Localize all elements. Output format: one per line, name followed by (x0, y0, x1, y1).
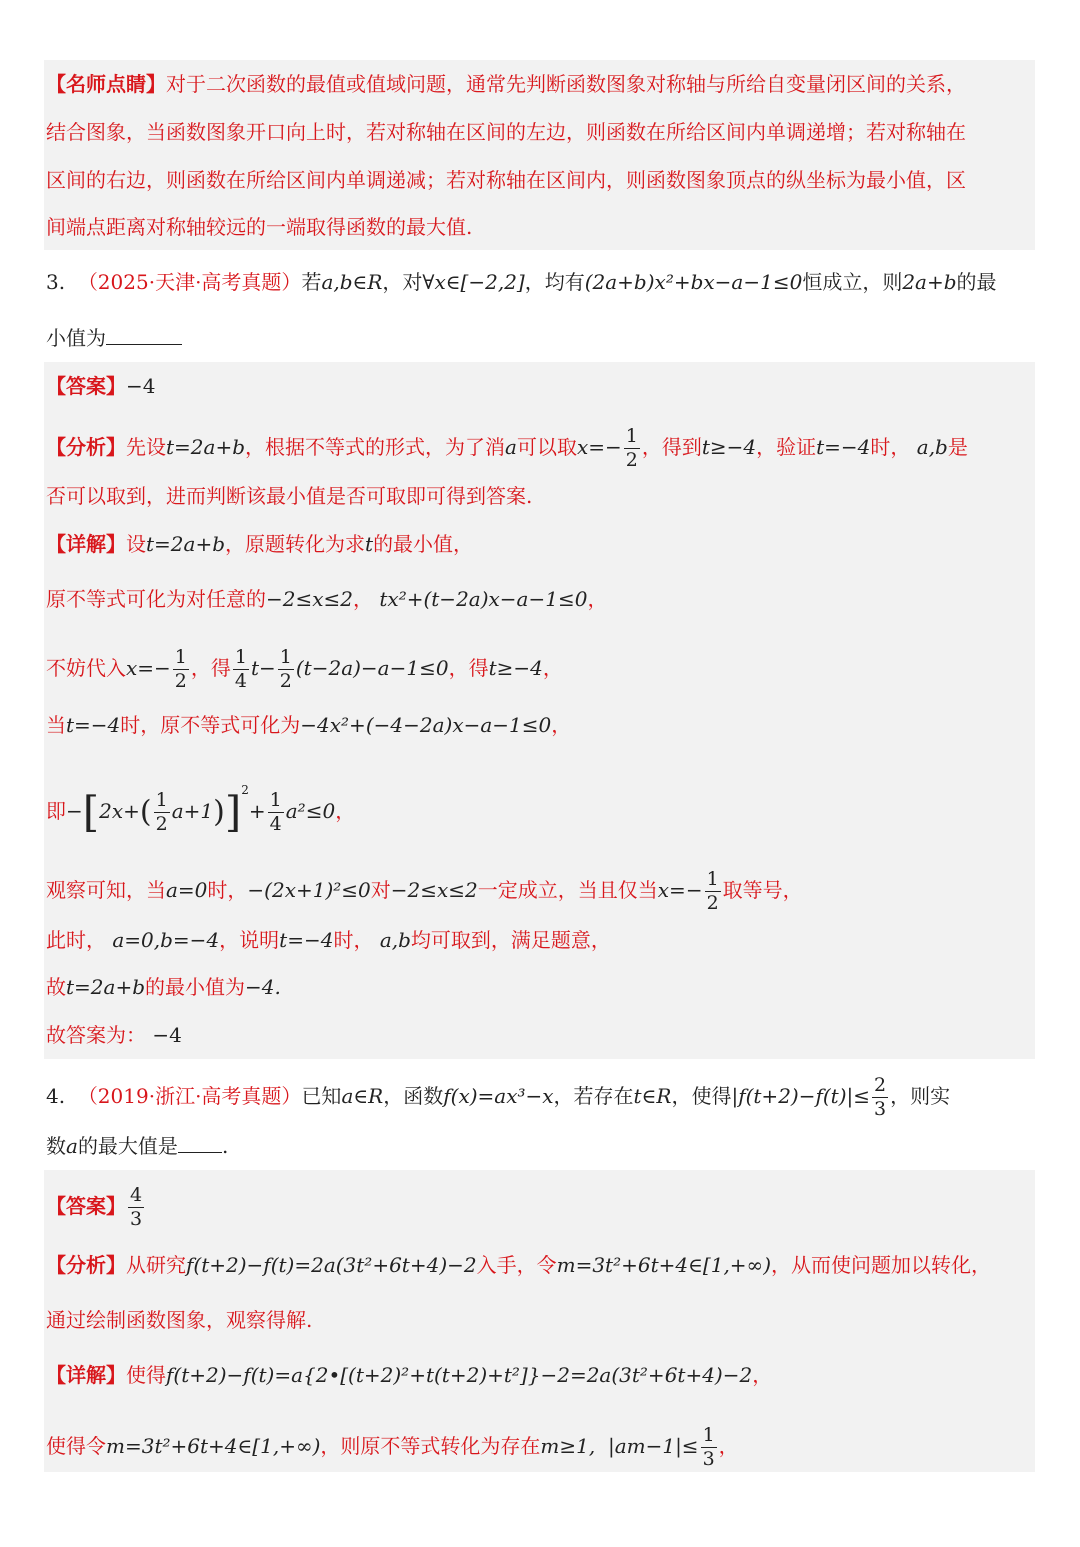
q3-detail-line-8: 故t=2a+b的最小值为−4. (46, 975, 281, 999)
fraction: $\frac{1}{4}$ (269, 789, 282, 835)
q3-stem-line-2: 小值为 (46, 324, 1040, 352)
tip-line-4: 间端点距离对称轴较远的一端取得函数的最大值. (46, 215, 473, 239)
tip-line-3: 区间的右边，则函数在所给区间内单调递减；若对称轴在区间内，则函数图象顶点的纵坐标为最小值，区 (46, 168, 966, 192)
q3-answer: 【答案】−4 (46, 374, 156, 398)
fraction: $\frac{2}{3}$ (874, 1074, 887, 1120)
fraction: $\frac{1}{2}$ (706, 868, 719, 914)
answer-blank (178, 1134, 222, 1153)
q3-analysis-line-1: 【分析】先设t=2a+b，根据不等式的形式，为了消a可以取x=− $\frac{1}{2}$ ，得到t≥−4，验证t=−4时， a,b是 (46, 425, 968, 471)
q3-detail-line-9: 故答案为： −4 (46, 1023, 182, 1047)
q3-detail-line-5: 即−[2x+( $\frac{1}{2}$ a+1)]$^2$+ $\frac{1}{4}$ a²≤0， (46, 783, 356, 837)
q4-answer: 【答案】 $\frac{4}{3}$ (46, 1184, 143, 1230)
fraction: $\frac{1}{2}$ (625, 425, 638, 471)
q4-analysis-line-1: 【分析】从研究f(t+2)−f(t)=2a(3t²+6t+4)−2入手，令m=3t²+6t+4∈[1,+∞)，从而使问题加以转化， (46, 1253, 992, 1277)
q3-detail-line-1: 【详解】设t=2a+b，原题转化为求t的最小值， (46, 532, 474, 556)
tip-line-2: 结合图象，当函数图象开口向上时，若对称轴在区间的左边，则函数在所给区间内单调递增；若对称轴在 (46, 120, 966, 144)
q4-detail-line-2: 使得令m=3t²+6t+4∈[1,+∞)，则原不等式转化为存在m≥1, |am−1|≤ $\frac{1}{3}$ ， (46, 1424, 739, 1470)
q3-detail-line-6: 观察可知，当a=0时，−(2x+1)²≤0对−2≤x≤2一定成立，当且仅当x=− $\frac{1}{2}$ 取等号， (46, 868, 803, 914)
fraction: $\frac{4}{3}$ (130, 1184, 143, 1230)
tip-line-1: 【名师点睛】对于二次函数的最值或值域问题，通常先判断函数图象对称轴与所给自变量闭区间的关系， (46, 72, 966, 96)
q4-detail-line-1: 【详解】使得f(t+2)−f(t)=a{2•[(t+2)²+t(t+2)+t²]}−2=2a(3t²+6t+4)−2， (46, 1363, 773, 1387)
q3-detail-line-4: 当t=−4时，原不等式可化为−4x²+(−4−2a)x−a−1≤0， (46, 713, 572, 737)
answer-blank (106, 326, 182, 345)
q3-analysis-line-2: 否可以取到，进而判断该最小值是否可取即可得到答案. (46, 484, 533, 508)
fraction: $\frac{1}{4}$ (234, 646, 247, 692)
q3-detail-line-7: 此时， a=0,b=−4，说明t=−4时， a,b均可取到，满足题意， (46, 928, 611, 952)
q4-stem-line-1: 4. （2019·浙江·高考真题）已知a∈R，函数f(x)=ax³−x，若存在t∈R，使得|f(t+2)−f(t)|≤ $\frac{2}{3}$ ，则实 (46, 1074, 951, 1120)
fraction: $\frac{1}{2}$ (174, 646, 187, 692)
fraction: $\frac{1}{2}$ (279, 646, 292, 692)
q4-stem-line-2: 数a的最大值是 . (46, 1134, 229, 1158)
q3-detail-line-2: 原不等式可化为对任意的−2≤x≤2， tx²+(t−2a)x−a−1≤0， (46, 587, 608, 611)
fraction: $\frac{1}{2}$ (155, 789, 168, 835)
q4-source: （2019·浙江·高考真题） (77, 1084, 302, 1108)
q4-analysis-line-2: 通过绘制函数图象，观察得解. (46, 1308, 313, 1332)
q3-source: （2025·天津·高考真题） (77, 270, 302, 294)
q3-detail-line-3: 不妨代入x=− $\frac{1}{2}$ ，得 $\frac{1}{4}$ t− $\frac{1}{2}$ (t−2a)−a−1≤0，得t≥−4， (46, 646, 563, 692)
fraction: $\frac{1}{3}$ (702, 1424, 715, 1470)
q3-stem-line-1: 3. （2025·天津·高考真题）若a,b∈R，对∀x∈[−2,2]，均有(2a+b)x²+bx−a−1≤0恒成立，则2a+b的最 (46, 270, 997, 294)
tip-tag: 【名师点睛】 (46, 72, 166, 96)
